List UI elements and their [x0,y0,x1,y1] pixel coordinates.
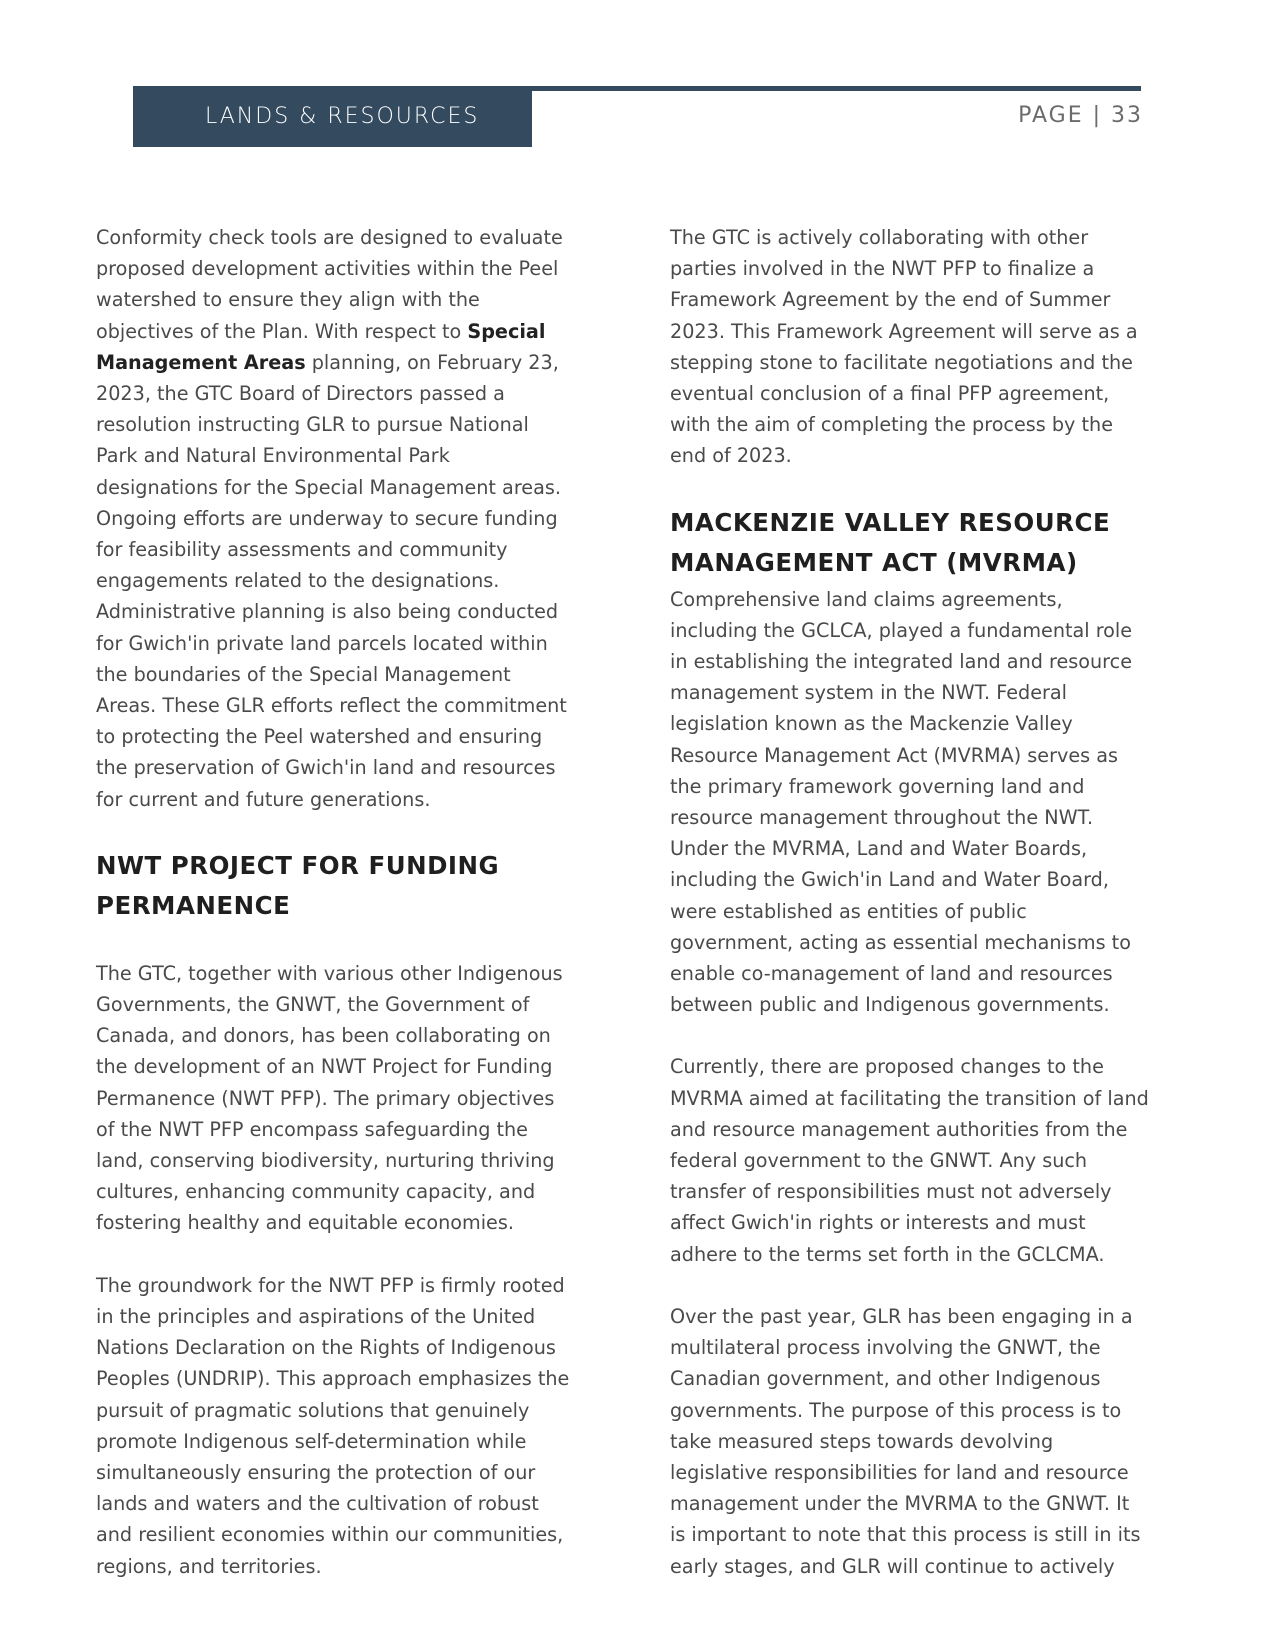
mvrma-paragraph-2: Currently, there are proposed changes to the MVRMA aimed at facilitating the transition of land and resource management authorities from the federal government to the GNWT. Any such transfer of responsibilities must not adversely affect Gwich'in rights or interests and must adhere to the terms set forth in the GCLCMA. [670,1055,1149,1266]
right-column [670,222,1150,1613]
page-number: PAGE | 33 [1018,103,1143,128]
section-title: LANDS & RESOURCES [205,104,480,129]
intro-text-part2: planning, on February 23, 2023, the GTC Board of Directors passed a resolution instructing GLR to pursue National Park and Natural Environmental Park designations for the Special Management areas. Ongoing efforts are underway to secure funding for feasibility assessments and community engagements related to the designations. Administrative planning is also being conducted for Gwich'in private land parcels located within the boundaries of the Special Management Areas. These GLR efforts reflect the commitment to protecting the Peel watershed and ensuring the preservation of Gwich'in land and resources for current and future generations. [96,350,567,811]
framework-agreement-paragraph: The GTC is actively collaborating with other parties involved in the NWT PFP to finalize a Framework Agreement by the end of Summer 2023. This Framework Agreement will serve as a stepping stone to facilitate negotiations and the eventual conclusion of a final PFP agreement, with the aim of completing the process by the end of 2023. [670,226,1138,468]
mvrma-paragraph-1: Comprehensive land claims agreements, including the GCLCA, played a fundamental role in establishing the integrated land and resource management system in the NWT. Federal legislation known as the Mackenzie Valley Resource Management Act (MVRMA) serves as the primary framework governing land and resource management throughout the NWT. Under the MVRMA, Land and Water Boards, including the Gwich'in Land and Water Board, were established as entities of public government, acting as essential mechanisms to enable co-management of land and resources between public and Indigenous governments. [670,587,1133,1017]
mvrma-paragraph-3: Over the past year, GLR has been engaging in a multilateral process involving the GNWT, the Canadian government, and other Indigenous governments. The purpose of this process is to take measured steps towards devolving legislative responsibilities for land and resource management under the MVRMA to the GNWT. It is important to note that this process is still in its early stages, and GLR will continue to actively [670,1304,1141,1578]
left-column [96,222,576,1613]
nwt-pfp-heading: NWT PROJECT FOR FUNDING PERMANENCE [96,850,500,921]
nwt-pfp-paragraph-2: The groundwork for the NWT PFP is firmly rooted in the principles and aspirations of the United Nations Declaration on the Rights of Indigenous Peoples (UNDRIP). This approach emphasizes the pursuit of pragmatic solutions that genuinely promote Indigenous self-determination while simultaneously ensuring the protection of our lands and waters and the cultivation of robust and resilient economies within our communities, regions, and territories. [96,1273,570,1578]
intro-text-part1: Conformity check tools are designed to evaluate proposed development activities within the Peel watershed to ensure they align with the objectives of the Plan. With respect to [96,226,563,343]
nwt-pfp-paragraph-1: The GTC, together with various other Indigenous Governments, the GNWT, the Government of Canada, and donors, has been collaborating on the development of an NWT Project for Funding Permanence (NWT PFP). The primary objectives of the NWT PFP encompass safeguarding the land, conserving biodiversity, nurturing thriving cultures, enhancing community capacity, and fostering healthy and equitable economies. [96,961,563,1235]
intro-paragraph [96,222,576,815]
section-title-tab [133,86,532,147]
mvrma-heading: MACKENZIE VALLEY RESOURCE MANAGEMENT ACT (MVRMA) [670,507,1111,578]
special-management-areas-bold: Special Management Areas [96,319,546,374]
